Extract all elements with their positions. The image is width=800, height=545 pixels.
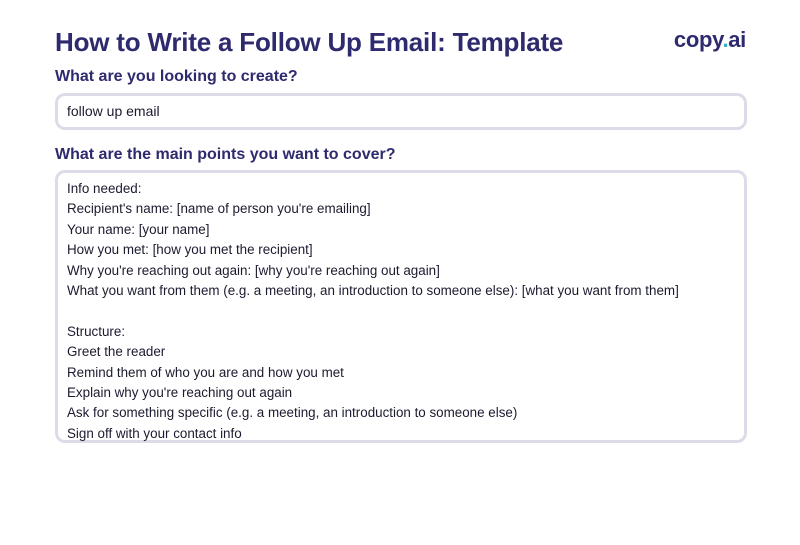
points-line: How you met: [how you met the recipient] <box>67 242 313 258</box>
points-line: Ask for something specific (e.g. a meeting, an introduction to someone else) <box>67 405 518 421</box>
points-line: Your name: [your name] <box>67 221 210 237</box>
points-line: Sign off with your contact info <box>67 425 242 441</box>
points-line: Structure: <box>67 323 126 339</box>
copy-ai-logo <box>674 27 746 53</box>
logo-prefix: copy <box>673 27 723 52</box>
create-input-value: follow up email <box>67 103 160 119</box>
points-line: Why you're reaching out again: [why you're reaching out again] <box>67 262 440 278</box>
points-line: Explain why you're reaching out again <box>67 384 293 400</box>
points-line: What you want from them (e.g. a meeting, an introduction to someone else): [what you want from them] <box>67 282 679 298</box>
points-list <box>67 179 679 444</box>
points-label: What are the main points you want to cover? <box>55 146 396 163</box>
points-textarea[interactable] <box>55 170 747 443</box>
create-label: What are you looking to create? <box>55 68 298 85</box>
points-line: Info needed: <box>67 181 142 196</box>
logo-dot: . <box>722 27 729 52</box>
points-line: Remind them of who you are and how you met <box>67 364 344 380</box>
points-line: Recipient's name: [name of person you're emailing] <box>67 201 371 217</box>
page-title: How to Write a Follow Up Email: Template <box>55 27 564 57</box>
logo-suffix: ai <box>728 27 746 52</box>
points-line: Greet the reader <box>67 344 166 360</box>
blank-line <box>67 301 679 321</box>
create-input[interactable] <box>55 93 747 130</box>
